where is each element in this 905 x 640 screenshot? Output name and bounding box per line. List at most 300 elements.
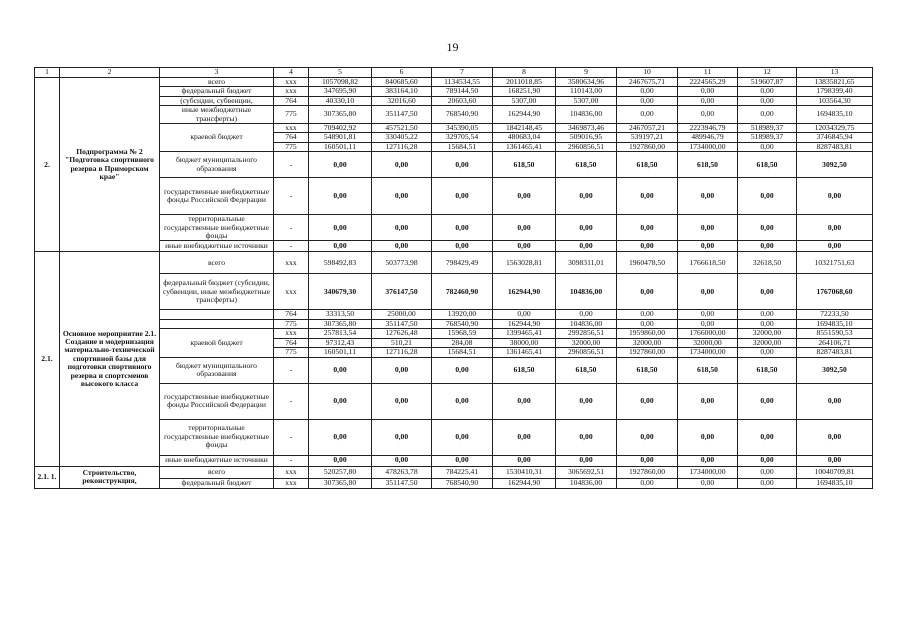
amount-cell: 1361465,41 xyxy=(493,142,556,151)
amount-cell: 0,00 xyxy=(738,419,797,455)
amount-cell: 347695,90 xyxy=(309,87,372,96)
amount-cell: 0,00 xyxy=(493,215,556,241)
budget-code-cell: ххх xyxy=(274,329,309,338)
amount-cell: 1798399,40 xyxy=(797,87,873,96)
budget-code-cell: 764 xyxy=(274,338,309,347)
amount-cell: 768540,90 xyxy=(432,319,493,328)
amount-cell: 0,00 xyxy=(738,106,797,124)
table-row xyxy=(35,252,873,274)
amount-cell: 618,50 xyxy=(617,152,678,178)
amount-cell: 0,00 xyxy=(678,106,738,124)
table-row xyxy=(35,78,873,87)
budget-code-cell: - xyxy=(274,455,309,466)
amount-cell: 307365,80 xyxy=(309,106,372,124)
column-number-cell: 12 xyxy=(738,68,797,78)
amount-cell: 0,00 xyxy=(372,357,432,383)
amount-cell: 0,00 xyxy=(797,178,873,215)
amount-cell: 0,00 xyxy=(372,455,432,466)
amount-cell: 0,00 xyxy=(309,455,372,466)
amount-cell: 0,00 xyxy=(493,383,556,419)
funding-source-cell: федеральный бюджет (субсидии, субвенции, иные межбюджетные трансферты) xyxy=(160,274,274,310)
amount-cell: 618,50 xyxy=(493,357,556,383)
amount-cell: 1694835,10 xyxy=(797,319,873,328)
amount-cell: 0,00 xyxy=(738,455,797,466)
funding-source-cell xyxy=(160,319,274,328)
funding-source-cell: всего xyxy=(160,78,274,87)
amount-cell: 345390,05 xyxy=(432,124,493,133)
amount-cell: 0,00 xyxy=(738,348,797,357)
budget-code-cell: ххх xyxy=(274,78,309,87)
amount-cell: 618,50 xyxy=(738,357,797,383)
amount-cell: 0,00 xyxy=(738,383,797,419)
amount-cell: 8287483,81 xyxy=(797,348,873,357)
amount-cell: 0,00 xyxy=(617,87,678,96)
amount-cell: 1734000,00 xyxy=(678,348,738,357)
amount-cell: 0,00 xyxy=(617,478,678,488)
amount-cell: 13835821,65 xyxy=(797,78,873,87)
amount-cell: 351147,50 xyxy=(372,319,432,328)
amount-cell: 2011018,85 xyxy=(493,78,556,87)
amount-cell: 0,00 xyxy=(556,310,617,319)
amount-cell: 0,00 xyxy=(432,241,493,252)
column-number-cell: 8 xyxy=(493,68,556,78)
table-row xyxy=(35,241,873,252)
amount-cell: 480683,04 xyxy=(493,133,556,142)
budget-code-cell: ххх xyxy=(274,478,309,488)
amount-cell: 162944,90 xyxy=(493,274,556,310)
amount-cell: 0,00 xyxy=(493,241,556,252)
column-number-cell: 7 xyxy=(432,68,493,78)
amount-cell: 618,50 xyxy=(738,152,797,178)
amount-cell: 0,00 xyxy=(617,178,678,215)
amount-cell: 0,00 xyxy=(556,241,617,252)
amount-cell: 0,00 xyxy=(372,383,432,419)
amount-cell: 307365,80 xyxy=(309,319,372,328)
amount-cell: 1694835,10 xyxy=(797,478,873,488)
budget-code-cell: 775 xyxy=(274,106,309,124)
amount-cell: 0,00 xyxy=(678,178,738,215)
amount-cell: 0,00 xyxy=(617,310,678,319)
amount-cell: 789144,50 xyxy=(432,87,493,96)
table-row xyxy=(35,455,873,466)
amount-cell: 478263,78 xyxy=(372,466,432,478)
column-number-cell: 11 xyxy=(678,68,738,78)
amount-cell: 0,00 xyxy=(678,96,738,105)
amount-cell: 3746845,94 xyxy=(797,133,873,142)
amount-cell: 351147,50 xyxy=(372,106,432,124)
amount-cell: 0,00 xyxy=(372,241,432,252)
amount-cell: 0,00 xyxy=(617,106,678,124)
table-row xyxy=(35,87,873,96)
budget-code-cell: - xyxy=(274,215,309,241)
amount-cell: 1927860,00 xyxy=(617,466,678,478)
amount-cell: 10321751,63 xyxy=(797,252,873,274)
amount-cell: 340679,30 xyxy=(309,274,372,310)
activity-name-cell: Подпрограмма № 2 "Подготовка спортивного резерва в Приморском крае" xyxy=(60,78,160,252)
amount-cell: 72233,50 xyxy=(797,310,873,319)
table-row xyxy=(35,215,873,241)
amount-cell: 0,00 xyxy=(309,241,372,252)
budget-code-cell: - xyxy=(274,419,309,455)
amount-cell: 1563028,81 xyxy=(493,252,556,274)
amount-cell: 0,00 xyxy=(738,319,797,328)
amount-cell: 1057098,82 xyxy=(309,78,372,87)
amount-cell: 0,00 xyxy=(738,178,797,215)
table-row xyxy=(35,310,873,319)
amount-cell: 0,00 xyxy=(617,455,678,466)
table-row xyxy=(35,106,873,124)
amount-cell: 3065692,51 xyxy=(556,466,617,478)
budget-code-cell: 775 xyxy=(274,142,309,151)
amount-cell: 25000,00 xyxy=(372,310,432,319)
amount-cell: 0,00 xyxy=(372,215,432,241)
amount-cell: 0,00 xyxy=(738,96,797,105)
amount-cell: 0,00 xyxy=(493,178,556,215)
funding-source-cell: краевой бюджет xyxy=(160,124,274,152)
amount-cell: 10040709,81 xyxy=(797,466,873,478)
amount-cell: 1927860,00 xyxy=(617,348,678,357)
amount-cell: 0,00 xyxy=(617,215,678,241)
amount-cell: 0,00 xyxy=(617,274,678,310)
amount-cell: 520257,80 xyxy=(309,466,372,478)
amount-cell: 0,00 xyxy=(556,178,617,215)
funding-source-cell: иные внебюджетные источники xyxy=(160,455,274,466)
budget-code-cell: ххх xyxy=(274,466,309,478)
amount-cell: 0,00 xyxy=(617,319,678,328)
table-row xyxy=(35,274,873,310)
amount-cell: 0,00 xyxy=(493,419,556,455)
amount-cell: 1959860,00 xyxy=(617,329,678,338)
table-row xyxy=(35,357,873,383)
amount-cell: 3098311,01 xyxy=(556,252,617,274)
amount-cell: 0,00 xyxy=(309,383,372,419)
budget-code-cell: 775 xyxy=(274,348,309,357)
amount-cell: 2224565,29 xyxy=(678,78,738,87)
funding-source-cell: территориальные государственные внебюджетные фонды xyxy=(160,215,274,241)
amount-cell: 2960856,51 xyxy=(556,348,617,357)
amount-cell: 168251,90 xyxy=(493,87,556,96)
amount-cell: 618,50 xyxy=(678,357,738,383)
amount-cell: 1766000,00 xyxy=(678,329,738,338)
amount-cell: 0,00 xyxy=(432,178,493,215)
amount-cell: 1530410,31 xyxy=(493,466,556,478)
amount-cell: 307365,80 xyxy=(309,478,372,488)
amount-cell: 127116,28 xyxy=(372,142,432,151)
amount-cell: 104836,00 xyxy=(556,274,617,310)
amount-cell: 0,00 xyxy=(738,215,797,241)
amount-cell: 0,00 xyxy=(432,215,493,241)
amount-cell: 1361465,41 xyxy=(493,348,556,357)
amount-cell: 0,00 xyxy=(678,319,738,328)
amount-cell: 1767068,60 xyxy=(797,274,873,310)
amount-cell: 0,00 xyxy=(678,241,738,252)
amount-cell: 0,00 xyxy=(493,455,556,466)
amount-cell: 329705,54 xyxy=(432,133,493,142)
amount-cell: 104836,00 xyxy=(556,319,617,328)
funding-source-cell xyxy=(160,310,274,319)
amount-cell: 0,00 xyxy=(738,142,797,151)
amount-cell: 162944,90 xyxy=(493,106,556,124)
funding-source-cell: иные межбюджетные трансферты) xyxy=(160,106,274,124)
amount-cell: 0,00 xyxy=(556,383,617,419)
funding-source-cell: бюджет муниципального образования xyxy=(160,152,274,178)
amount-cell: 782460,90 xyxy=(432,274,493,310)
amount-cell: 618,50 xyxy=(556,357,617,383)
amount-cell: 32000,00 xyxy=(678,338,738,347)
budget-table xyxy=(34,67,873,489)
amount-cell: 709402,92 xyxy=(309,124,372,133)
funding-source-cell: бюджет муниципального образования xyxy=(160,357,274,383)
funding-source-cell: федеральный бюджет xyxy=(160,87,274,96)
amount-cell: 0,00 xyxy=(678,87,738,96)
amount-cell: 0,00 xyxy=(617,383,678,419)
budget-code-cell: ххх xyxy=(274,87,309,96)
amount-cell: 1694835,10 xyxy=(797,106,873,124)
amount-cell: 510,21 xyxy=(372,338,432,347)
amount-cell: 0,00 xyxy=(309,357,372,383)
column-number-cell: 3 xyxy=(160,68,274,78)
amount-cell: 0,00 xyxy=(797,215,873,241)
amount-cell: 33313,50 xyxy=(309,310,372,319)
amount-cell: 8287483,81 xyxy=(797,142,873,151)
amount-cell: 40330,10 xyxy=(309,96,372,105)
amount-cell: 330405,22 xyxy=(372,133,432,142)
budget-code-cell: - xyxy=(274,383,309,419)
amount-cell: 32000,00 xyxy=(556,338,617,347)
amount-cell: 15968,59 xyxy=(432,329,493,338)
amount-cell: 0,00 xyxy=(738,274,797,310)
column-number-cell: 9 xyxy=(556,68,617,78)
amount-cell: 13920,00 xyxy=(432,310,493,319)
amount-cell: 5307,00 xyxy=(556,96,617,105)
row-number-cell: 2. xyxy=(35,78,60,252)
funding-source-cell: всего xyxy=(160,466,274,478)
amount-cell: 1399465,41 xyxy=(493,329,556,338)
amount-cell: 0,00 xyxy=(372,152,432,178)
amount-cell: 0,00 xyxy=(678,215,738,241)
amount-cell: 20603,60 xyxy=(432,96,493,105)
budget-code-cell: 775 xyxy=(274,319,309,328)
amount-cell: 618,50 xyxy=(678,152,738,178)
amount-cell: 0,00 xyxy=(678,310,738,319)
table-row xyxy=(35,466,873,478)
table-row xyxy=(35,96,873,105)
amount-cell: 162944,90 xyxy=(493,319,556,328)
amount-cell: 376147,50 xyxy=(372,274,432,310)
amount-cell: 0,00 xyxy=(309,215,372,241)
amount-cell: 1960478,50 xyxy=(617,252,678,274)
row-number-cell: 2.1. xyxy=(35,252,60,466)
budget-code-cell: 764 xyxy=(274,133,309,142)
budget-table-wrapper xyxy=(34,67,872,489)
amount-cell: 1842148,45 xyxy=(493,124,556,133)
amount-cell: 0,00 xyxy=(617,241,678,252)
amount-cell: 618,50 xyxy=(617,357,678,383)
funding-source-cell: государственные внебюджетные фонды Российской Федерации xyxy=(160,178,274,215)
funding-source-cell: федеральный бюджет xyxy=(160,478,274,488)
amount-cell: 0,00 xyxy=(797,419,873,455)
amount-cell: 2467057,21 xyxy=(617,124,678,133)
amount-cell: 8551590,53 xyxy=(797,329,873,338)
amount-cell: 0,00 xyxy=(678,455,738,466)
column-number-cell: 6 xyxy=(372,68,432,78)
amount-cell: 768540,90 xyxy=(432,478,493,488)
table-row xyxy=(35,124,873,133)
amount-cell: 0,00 xyxy=(309,152,372,178)
amount-cell: 0,00 xyxy=(797,241,873,252)
amount-cell: 97312,43 xyxy=(309,338,372,347)
amount-cell: 0,00 xyxy=(678,274,738,310)
amount-cell: 38000,00 xyxy=(493,338,556,347)
amount-cell: 0,00 xyxy=(309,419,372,455)
amount-cell: 110143,00 xyxy=(556,87,617,96)
amount-cell: 162944,90 xyxy=(493,478,556,488)
budget-code-cell: 764 xyxy=(274,96,309,105)
amount-cell: 32000,00 xyxy=(738,329,797,338)
amount-cell: 539197,21 xyxy=(617,133,678,142)
amount-cell: 618,50 xyxy=(556,152,617,178)
funding-source-cell: краевой бюджет xyxy=(160,329,274,357)
amount-cell: 0,00 xyxy=(738,310,797,319)
amount-cell: 15684,51 xyxy=(432,142,493,151)
budget-code-cell: - xyxy=(274,241,309,252)
table-row xyxy=(35,152,873,178)
amount-cell: 0,00 xyxy=(432,152,493,178)
funding-source-cell: иные внебюджетные источники xyxy=(160,241,274,252)
amount-cell: 160501,11 xyxy=(309,348,372,357)
amount-cell: 503773,98 xyxy=(372,252,432,274)
amount-cell: 257813,54 xyxy=(309,329,372,338)
amount-cell: 618,50 xyxy=(493,152,556,178)
amount-cell: 127626,48 xyxy=(372,329,432,338)
budget-code-cell: - xyxy=(274,152,309,178)
funding-source-cell: территориальные государственные внебюджетные фонды xyxy=(160,419,274,455)
amount-cell: 0,00 xyxy=(432,455,493,466)
amount-cell: 0,00 xyxy=(309,178,372,215)
table-header-row xyxy=(35,68,873,78)
amount-cell: 518989,37 xyxy=(738,133,797,142)
amount-cell: 0,00 xyxy=(738,87,797,96)
amount-cell: 0,00 xyxy=(556,419,617,455)
table-row xyxy=(35,329,873,338)
amount-cell: 0,00 xyxy=(617,419,678,455)
amount-cell: 0,00 xyxy=(432,383,493,419)
amount-cell: 12034329,75 xyxy=(797,124,873,133)
amount-cell: 0,00 xyxy=(372,419,432,455)
amount-cell: 5307,00 xyxy=(493,96,556,105)
amount-cell: 0,00 xyxy=(738,478,797,488)
amount-cell: 383164,10 xyxy=(372,87,432,96)
activity-name-cell: Строительство, реконструкция, xyxy=(60,466,160,488)
amount-cell: 0,00 xyxy=(372,178,432,215)
amount-cell: 1734000,00 xyxy=(678,142,738,151)
page-number: 19 xyxy=(446,40,459,54)
amount-cell: 548901,81 xyxy=(309,133,372,142)
amount-cell: 2992856,51 xyxy=(556,329,617,338)
amount-cell: 1927860,00 xyxy=(617,142,678,151)
amount-cell: 32000,00 xyxy=(617,338,678,347)
funding-source-cell: государственные внебюджетные фонды Российской Федерации xyxy=(160,383,274,419)
amount-cell: 0,00 xyxy=(432,357,493,383)
column-number-cell: 10 xyxy=(617,68,678,78)
funding-source-cell: (субсидии, субвенции, xyxy=(160,96,274,105)
amount-cell: 0,00 xyxy=(556,215,617,241)
amount-cell: 3469873,46 xyxy=(556,124,617,133)
table-row xyxy=(35,178,873,215)
amount-cell: 0,00 xyxy=(617,96,678,105)
amount-cell: 0,00 xyxy=(797,383,873,419)
budget-code-cell: - xyxy=(274,357,309,383)
column-number-cell: 2 xyxy=(60,68,160,78)
amount-cell: 2960856,51 xyxy=(556,142,617,151)
amount-cell: 0,00 xyxy=(493,310,556,319)
amount-cell: 0,00 xyxy=(678,478,738,488)
amount-cell: 0,00 xyxy=(678,383,738,419)
amount-cell: 2467675,71 xyxy=(617,78,678,87)
amount-cell: 457521,50 xyxy=(372,124,432,133)
budget-code-cell: - xyxy=(274,178,309,215)
amount-cell: 768540,90 xyxy=(432,106,493,124)
amount-cell: 104836,00 xyxy=(556,106,617,124)
amount-cell: 3580634,96 xyxy=(556,78,617,87)
amount-cell: 0,00 xyxy=(738,241,797,252)
budget-code-cell: ххх xyxy=(274,252,309,274)
amount-cell: 15684,51 xyxy=(432,348,493,357)
table-row xyxy=(35,419,873,455)
amount-cell: 32000,00 xyxy=(738,338,797,347)
activity-name-cell: Основное мероприятие 2.1. Создание и модернизация материально-технической спортивной базы для подготовки спортивного резерва и спортсменов высокого класса xyxy=(60,252,160,466)
amount-cell: 3092,50 xyxy=(797,357,873,383)
amount-cell: 519607,87 xyxy=(738,78,797,87)
amount-cell: 103564,30 xyxy=(797,96,873,105)
amount-cell: 509016,95 xyxy=(556,133,617,142)
amount-cell: 351147,50 xyxy=(372,478,432,488)
amount-cell: 284,08 xyxy=(432,338,493,347)
amount-cell: 0,00 xyxy=(678,419,738,455)
amount-cell: 32016,60 xyxy=(372,96,432,105)
amount-cell: 598492,83 xyxy=(309,252,372,274)
amount-cell: 1134534,55 xyxy=(432,78,493,87)
amount-cell: 104836,00 xyxy=(556,478,617,488)
amount-cell: 840685,60 xyxy=(372,78,432,87)
amount-cell: 2223946,79 xyxy=(678,124,738,133)
amount-cell: 127116,28 xyxy=(372,348,432,357)
amount-cell: 1734000,00 xyxy=(678,466,738,478)
amount-cell: 160501,11 xyxy=(309,142,372,151)
amount-cell: 32618,50 xyxy=(738,252,797,274)
budget-code-cell: ххх xyxy=(274,124,309,133)
amount-cell: 0,00 xyxy=(797,455,873,466)
column-number-cell: 5 xyxy=(309,68,372,78)
table-row xyxy=(35,478,873,488)
column-number-cell: 1 xyxy=(35,68,60,78)
budget-code-cell: 764 xyxy=(274,310,309,319)
amount-cell: 798429,49 xyxy=(432,252,493,274)
column-number-cell: 13 xyxy=(797,68,873,78)
amount-cell: 0,00 xyxy=(738,466,797,478)
amount-cell: 489946,79 xyxy=(678,133,738,142)
table-row xyxy=(35,319,873,328)
amount-cell: 0,00 xyxy=(432,419,493,455)
amount-cell: 784225,41 xyxy=(432,466,493,478)
column-number-cell: 4 xyxy=(274,68,309,78)
amount-cell: 1766618,50 xyxy=(678,252,738,274)
funding-source-cell: всего xyxy=(160,252,274,274)
amount-cell: 518989,37 xyxy=(738,124,797,133)
table-row xyxy=(35,383,873,419)
budget-code-cell: ххх xyxy=(274,274,309,310)
amount-cell: 3092,50 xyxy=(797,152,873,178)
